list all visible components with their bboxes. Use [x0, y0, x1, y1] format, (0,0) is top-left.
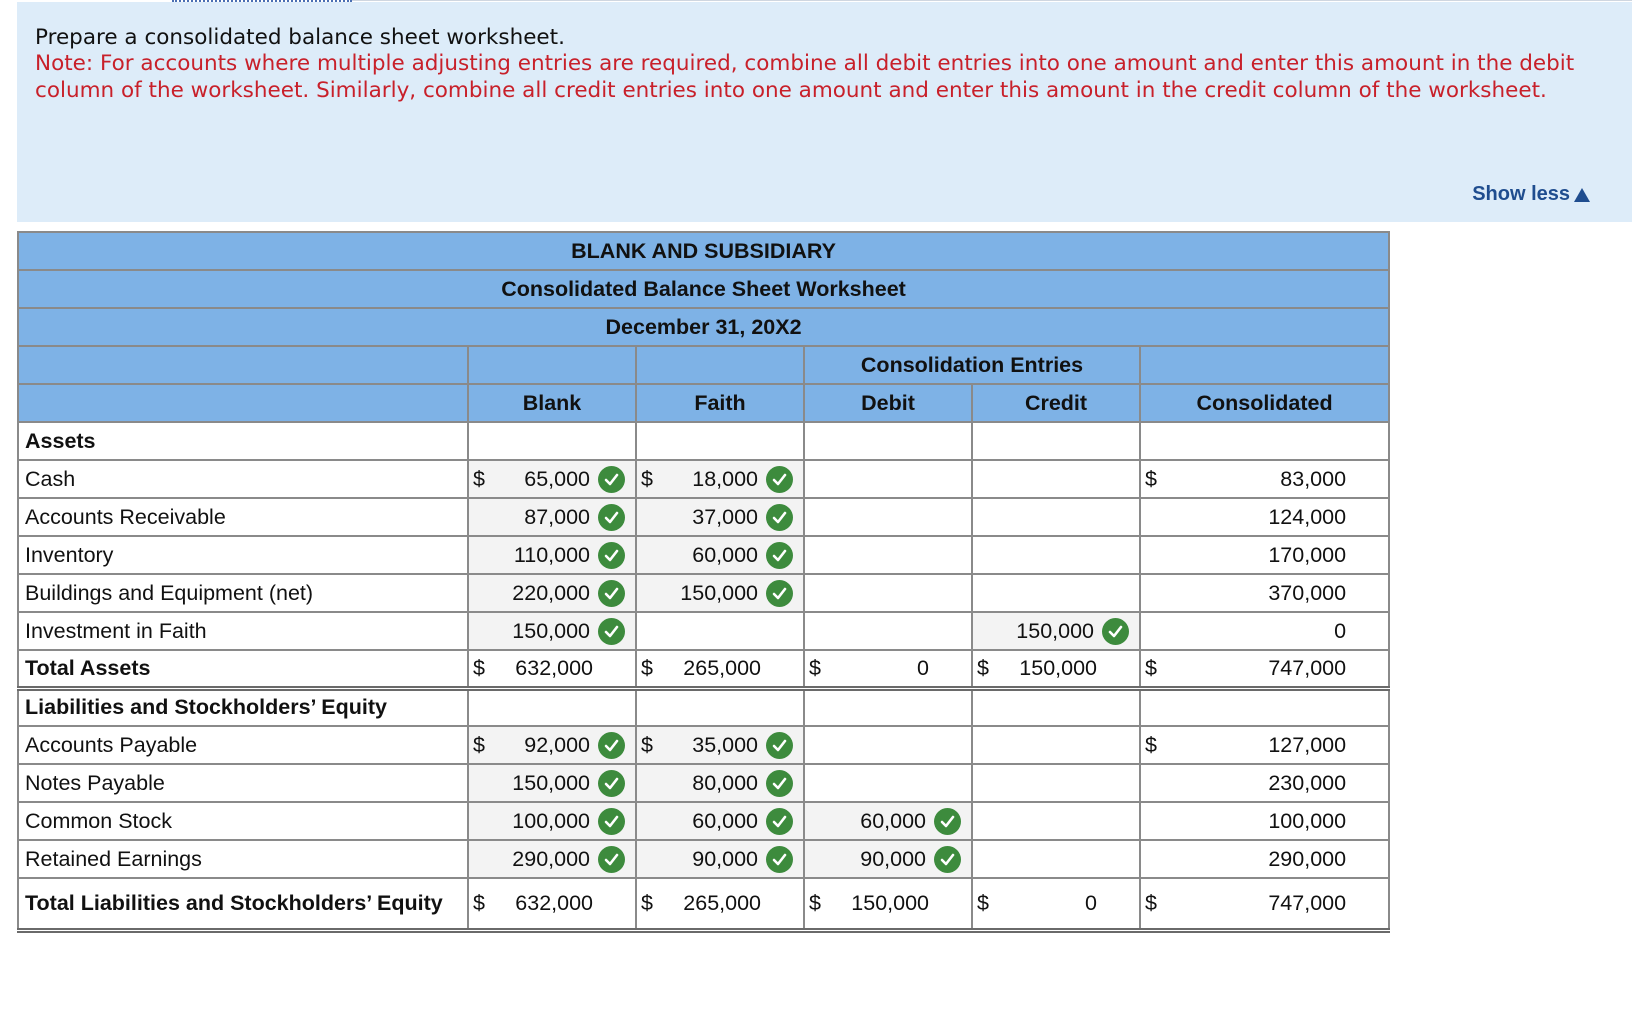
- empty-cell: [1140, 422, 1389, 460]
- value-faith-inventory: 60,000: [692, 542, 758, 567]
- cell-blank-total-le: [468, 878, 636, 930]
- cell-credit-total-le: [972, 878, 1140, 930]
- check-circle-icon: [598, 618, 625, 645]
- cell-debit-ar[interactable]: [804, 498, 972, 536]
- currency-symbol: $: [641, 655, 653, 680]
- value-credit-total-assets: 150,000: [1019, 655, 1097, 680]
- value-consolidated-ar: 124,000: [1268, 504, 1347, 529]
- cell-debit-ap[interactable]: [804, 726, 972, 764]
- company-title: BLANK AND SUBSIDIARY: [18, 232, 1389, 270]
- row-label-inventory: Inventory: [18, 536, 468, 574]
- value-blank-total-assets: 632,000: [515, 655, 593, 680]
- row-label-np: Notes Payable: [18, 764, 468, 802]
- cell-consolidated-ar: [1140, 498, 1389, 536]
- col-header-credit: Credit: [972, 384, 1140, 422]
- column-header-row: [18, 384, 1389, 422]
- worksheet-date: December 31, 20X2: [18, 308, 1389, 346]
- cell-debit-investment[interactable]: [804, 612, 972, 650]
- row-label-investment: Investment in Faith: [18, 612, 468, 650]
- value-blank-cs: 100,000: [512, 808, 590, 833]
- value-consolidated-total-assets: 747,000: [1268, 655, 1347, 680]
- cell-faith-total-le: [636, 878, 804, 930]
- check-circle-icon: [598, 732, 625, 759]
- row-label-total-assets: Total Assets: [18, 650, 468, 688]
- empty-cell: [636, 688, 804, 726]
- currency-symbol: $: [473, 655, 485, 680]
- col-header-debit: Debit: [804, 384, 972, 422]
- check-circle-icon: [598, 770, 625, 797]
- check-circle-icon: [598, 846, 625, 873]
- cell-credit-investment[interactable]: [972, 612, 1140, 650]
- value-credit-investment: 150,000: [1016, 618, 1094, 643]
- row-label-cs: Common Stock: [18, 802, 468, 840]
- instruction-prompt: Prepare a consolidated balance sheet worksheet.: [35, 25, 565, 50]
- cell-faith-cs[interactable]: [636, 802, 804, 840]
- table-row-retained-earnings: [18, 840, 1389, 878]
- value-consolidated-ap: 127,000: [1268, 732, 1347, 757]
- check-circle-icon: [1102, 618, 1129, 645]
- value-faith-total-le: 265,000: [683, 890, 761, 915]
- cell-blank-cash[interactable]: [468, 460, 636, 498]
- consolidation-entries-header: Consolidation Entries: [804, 346, 1140, 384]
- value-credit-total-le: 0: [1085, 890, 1097, 915]
- cell-consolidated-total-assets: [1140, 650, 1389, 688]
- consolidation-worksheet-table: [17, 231, 1390, 933]
- value-blank-ap: 92,000: [524, 732, 590, 757]
- cell-credit-inventory[interactable]: [972, 536, 1140, 574]
- value-blank-buildings: 220,000: [512, 580, 590, 605]
- value-blank-re: 290,000: [512, 846, 590, 871]
- currency-symbol: $: [1145, 655, 1157, 680]
- cell-blank-buildings[interactable]: [468, 574, 636, 612]
- value-faith-re: 90,000: [692, 846, 758, 871]
- empty-cell: [1140, 688, 1389, 726]
- value-consolidated-investment: 0: [1334, 618, 1347, 643]
- cell-faith-ap[interactable]: [636, 726, 804, 764]
- header-empty-consolidated: [1140, 346, 1389, 384]
- value-debit-re: 90,000: [860, 846, 926, 871]
- value-blank-investment: 150,000: [512, 618, 590, 643]
- section-row-assets: [18, 422, 1389, 460]
- show-less-label: Show less: [1472, 183, 1570, 205]
- check-circle-icon: [934, 846, 961, 873]
- row-label-total-le: Total Liabilities and Stockholders’ Equity: [18, 878, 468, 930]
- empty-cell: [636, 422, 804, 460]
- cell-faith-total-assets: [636, 650, 804, 688]
- cell-credit-cash[interactable]: [972, 460, 1140, 498]
- currency-symbol: $: [1145, 466, 1157, 491]
- check-circle-icon: [766, 580, 793, 607]
- check-circle-icon: [766, 846, 793, 873]
- currency-symbol: $: [809, 655, 821, 680]
- cell-faith-inventory[interactable]: [636, 536, 804, 574]
- cell-consolidated-cash: [1140, 460, 1389, 498]
- currency-symbol: $: [641, 732, 653, 757]
- value-consolidated-inventory: 170,000: [1268, 542, 1347, 567]
- value-consolidated-total-le: 747,000: [1268, 890, 1347, 915]
- header-empty-blank: [468, 346, 636, 384]
- cell-credit-total-assets: [972, 650, 1140, 688]
- value-blank-ar: 87,000: [524, 504, 590, 529]
- cell-faith-re[interactable]: [636, 840, 804, 878]
- check-circle-icon: [766, 808, 793, 835]
- value-faith-total-assets: 265,000: [683, 655, 761, 680]
- cell-debit-np[interactable]: [804, 764, 972, 802]
- table-row-accounts-payable: [18, 726, 1389, 764]
- header-empty-faith: [636, 346, 804, 384]
- value-faith-cash: 18,000: [692, 466, 758, 491]
- value-consolidated-cash: 83,000: [1280, 466, 1347, 491]
- empty-cell: [972, 688, 1140, 726]
- value-blank-total-le: 632,000: [515, 890, 593, 915]
- row-label-ar: Accounts Receivable: [18, 498, 468, 536]
- cell-blank-ar[interactable]: [468, 498, 636, 536]
- table-row-cash: [18, 460, 1389, 498]
- value-faith-ap: 35,000: [692, 732, 758, 757]
- row-label-cash: Cash: [18, 460, 468, 498]
- value-debit-cs: 60,000: [860, 808, 926, 833]
- value-blank-inventory: 110,000: [513, 542, 590, 567]
- cell-debit-cash[interactable]: [804, 460, 972, 498]
- group-header-row: [18, 346, 1389, 384]
- cell-faith-ar[interactable]: [636, 498, 804, 536]
- cell-faith-investment[interactable]: [636, 612, 804, 650]
- cell-faith-np[interactable]: [636, 764, 804, 802]
- check-circle-icon: [598, 504, 625, 531]
- check-circle-icon: [766, 732, 793, 759]
- check-circle-icon: [598, 580, 625, 607]
- instruction-note: Note: For accounts where multiple adjusting entries are required, combine all debit entries into one amount and enter this amount in the debit column of the worksheet. Similarly, combine all credit entries into one amount and enter this amount in the credit column of the worksheet.: [35, 51, 1575, 103]
- instruction-panel: [17, 2, 1632, 222]
- value-faith-np: 80,000: [692, 770, 758, 795]
- table-row-investment: [18, 612, 1389, 650]
- check-circle-icon: [598, 808, 625, 835]
- cell-debit-cs[interactable]: [804, 802, 972, 840]
- section-label-assets: Assets: [18, 422, 468, 460]
- empty-cell: [468, 422, 636, 460]
- title-row-1: [18, 232, 1389, 270]
- table-row-accounts-receivable: [18, 498, 1389, 536]
- check-circle-icon: [766, 504, 793, 531]
- cell-credit-cs[interactable]: [972, 802, 1140, 840]
- cell-consolidated-re: [1140, 840, 1389, 878]
- value-faith-buildings: 150,000: [680, 580, 758, 605]
- currency-symbol: $: [977, 890, 989, 915]
- currency-symbol: $: [1145, 732, 1157, 757]
- table-row-total-assets: [18, 650, 1389, 688]
- row-label-ap: Accounts Payable: [18, 726, 468, 764]
- cell-faith-buildings[interactable]: [636, 574, 804, 612]
- table-row-buildings: [18, 574, 1389, 612]
- triangle-up-icon: [1574, 188, 1590, 202]
- cell-consolidated-investment: [1140, 612, 1389, 650]
- currency-symbol: $: [641, 890, 653, 915]
- currency-symbol: $: [473, 732, 485, 757]
- header-empty-account: [18, 384, 468, 422]
- cell-blank-re[interactable]: [468, 840, 636, 878]
- cell-credit-np[interactable]: [972, 764, 1140, 802]
- cell-debit-re[interactable]: [804, 840, 972, 878]
- col-header-faith: Faith: [636, 384, 804, 422]
- show-less-link[interactable]: [1472, 183, 1590, 206]
- cell-consolidated-np: [1140, 764, 1389, 802]
- table-row-total-liabilities-equity: [18, 878, 1389, 930]
- cell-blank-cs[interactable]: [468, 802, 636, 840]
- section-row-liabilities: [18, 688, 1389, 726]
- value-faith-cs: 60,000: [692, 808, 758, 833]
- table-row-common-stock: [18, 802, 1389, 840]
- currency-symbol: $: [473, 466, 485, 491]
- col-header-blank: Blank: [468, 384, 636, 422]
- section-label-liabilities: Liabilities and Stockholders’ Equity: [18, 688, 468, 726]
- header-empty-label: [18, 346, 468, 384]
- cell-consolidated-cs: [1140, 802, 1389, 840]
- cell-blank-np[interactable]: [468, 764, 636, 802]
- cell-debit-total-assets: [804, 650, 972, 688]
- cell-debit-total-le: [804, 878, 972, 930]
- title-row-2: [18, 270, 1389, 308]
- cell-blank-investment[interactable]: [468, 612, 636, 650]
- worksheet-title: Consolidated Balance Sheet Worksheet: [18, 270, 1389, 308]
- empty-cell: [972, 422, 1140, 460]
- value-consolidated-re: 290,000: [1268, 846, 1347, 871]
- value-debit-total-assets: 0: [917, 655, 929, 680]
- value-consolidated-buildings: 370,000: [1268, 580, 1347, 605]
- value-faith-ar: 37,000: [692, 504, 758, 529]
- currency-symbol: $: [809, 890, 821, 915]
- cell-blank-total-assets: [468, 650, 636, 688]
- value-debit-total-le: 150,000: [851, 890, 929, 915]
- row-label-buildings: Buildings and Equipment (net): [18, 574, 468, 612]
- cell-credit-ap[interactable]: [972, 726, 1140, 764]
- cell-consolidated-ap: [1140, 726, 1389, 764]
- col-header-consolidated: Consolidated: [1140, 384, 1389, 422]
- cell-blank-ap[interactable]: [468, 726, 636, 764]
- currency-symbol: $: [977, 655, 989, 680]
- top-divider: [352, 0, 1632, 1]
- cell-faith-cash[interactable]: [636, 460, 804, 498]
- table-row-notes-payable: [18, 764, 1389, 802]
- table-row-inventory: [18, 536, 1389, 574]
- check-circle-icon: [766, 770, 793, 797]
- value-blank-cash: 65,000: [524, 466, 590, 491]
- cell-credit-ar[interactable]: [972, 498, 1140, 536]
- cell-debit-buildings[interactable]: [804, 574, 972, 612]
- row-label-re: Retained Earnings: [18, 840, 468, 878]
- cell-blank-inventory[interactable]: [468, 536, 636, 574]
- empty-cell: [804, 422, 972, 460]
- currency-symbol: $: [641, 466, 653, 491]
- value-blank-np: 150,000: [512, 770, 590, 795]
- check-circle-icon: [598, 466, 625, 493]
- value-consolidated-np: 230,000: [1268, 770, 1347, 795]
- cell-consolidated-buildings: [1140, 574, 1389, 612]
- cell-consolidated-total-le: [1140, 878, 1389, 930]
- empty-cell: [804, 688, 972, 726]
- cell-credit-re[interactable]: [972, 840, 1140, 878]
- title-row-3: [18, 308, 1389, 346]
- empty-cell: [468, 688, 636, 726]
- currency-symbol: $: [1145, 890, 1157, 915]
- check-circle-icon: [598, 542, 625, 569]
- currency-symbol: $: [473, 890, 485, 915]
- check-circle-icon: [766, 466, 793, 493]
- check-circle-icon: [934, 808, 961, 835]
- value-consolidated-cs: 100,000: [1268, 808, 1347, 833]
- cell-credit-buildings[interactable]: [972, 574, 1140, 612]
- cell-debit-inventory[interactable]: [804, 536, 972, 574]
- cell-consolidated-inventory: [1140, 536, 1389, 574]
- check-circle-icon: [766, 542, 793, 569]
